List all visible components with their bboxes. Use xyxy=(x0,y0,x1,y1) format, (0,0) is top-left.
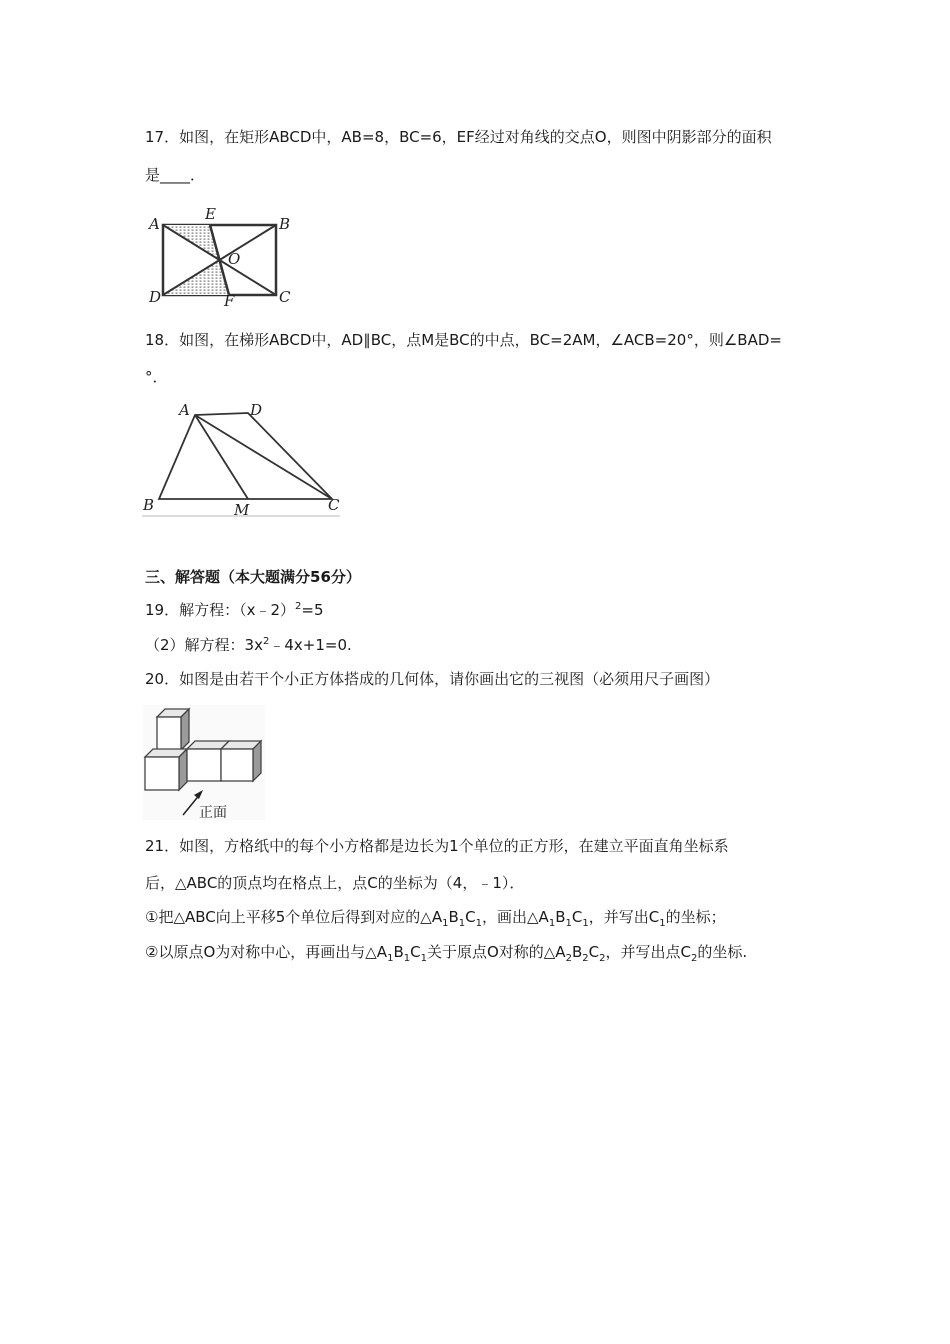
q17-label-c: C xyxy=(279,288,291,306)
trapezoid-abcd xyxy=(159,413,332,499)
q17-label-o: O xyxy=(228,250,241,268)
q21-item2: ②以原点O为对称中心，再画出与$\triangle A_1B_1C_1$关于原点O对称的$\triangle A_2B_2C_2$，并写出点$C_2$的坐标. xyxy=(145,943,748,964)
q20-cubes-figure xyxy=(143,705,265,820)
q17-label-d: D xyxy=(149,288,162,306)
section-3-title: 三、解答题（本大题满分56分） xyxy=(145,568,361,586)
front-label: 正面 xyxy=(199,805,227,820)
q18-label-c: C xyxy=(328,496,340,514)
q17-rectangle-figure xyxy=(143,205,298,310)
q21-item1: ①把△ABC向上平移5个单位后得到对应的$\triangle A_1B_1C_1$，画出$\triangle A_1B_1C_1$，并写出$C_1$的坐标； xyxy=(145,908,726,929)
q20-text: 20．如图是由若干个小正方体搭成的几何体，请你画出它的三视图（必须用尺子画图） xyxy=(145,670,720,688)
q21-text-line2: 后，△ABC的顶点均在格点上，点C的坐标为（4，﹣1）． xyxy=(145,874,525,892)
q19-part1: 19．解方程：（x﹣2）$^2$=5 xyxy=(145,601,324,619)
q18-label-a: A xyxy=(179,401,190,419)
q18-trapezoid-figure xyxy=(140,398,345,520)
cube-bottom-left xyxy=(145,749,187,790)
q18-text-line2: °． xyxy=(145,368,168,386)
q17-label-f: F xyxy=(224,292,235,310)
q17-label-a: A xyxy=(149,215,160,233)
cube-right xyxy=(221,741,261,781)
q18-label-d: D xyxy=(250,401,263,419)
q17-label-b: B xyxy=(279,215,291,233)
q17-label-e: E xyxy=(205,205,216,223)
q18-label-m: M xyxy=(234,501,250,519)
q17-text-line1: 17．如图，在矩形ABCD中，AB=8，BC=6，EF经过对角线的交点O，则图中阴影部分的面积 xyxy=(145,128,772,146)
q17-text-line2: 是____． xyxy=(145,166,206,184)
cube-top xyxy=(157,709,189,750)
q18-text-line1: 18．如图，在梯形ABCD中，AD∥BC，点M是BC的中点，BC=2AM，∠ACB=20°，则∠BAD= xyxy=(145,331,782,349)
segment-am xyxy=(195,415,248,499)
q18-label-b: B xyxy=(143,496,155,514)
q21-text-line1: 21．如图，方格纸中的每个小方格都是边长为1个单位的正方形，在建立平面直角坐标系 xyxy=(145,837,729,855)
q19-part2: （2）解方程：$3x^2﹣4x+1=0$. xyxy=(145,636,352,654)
